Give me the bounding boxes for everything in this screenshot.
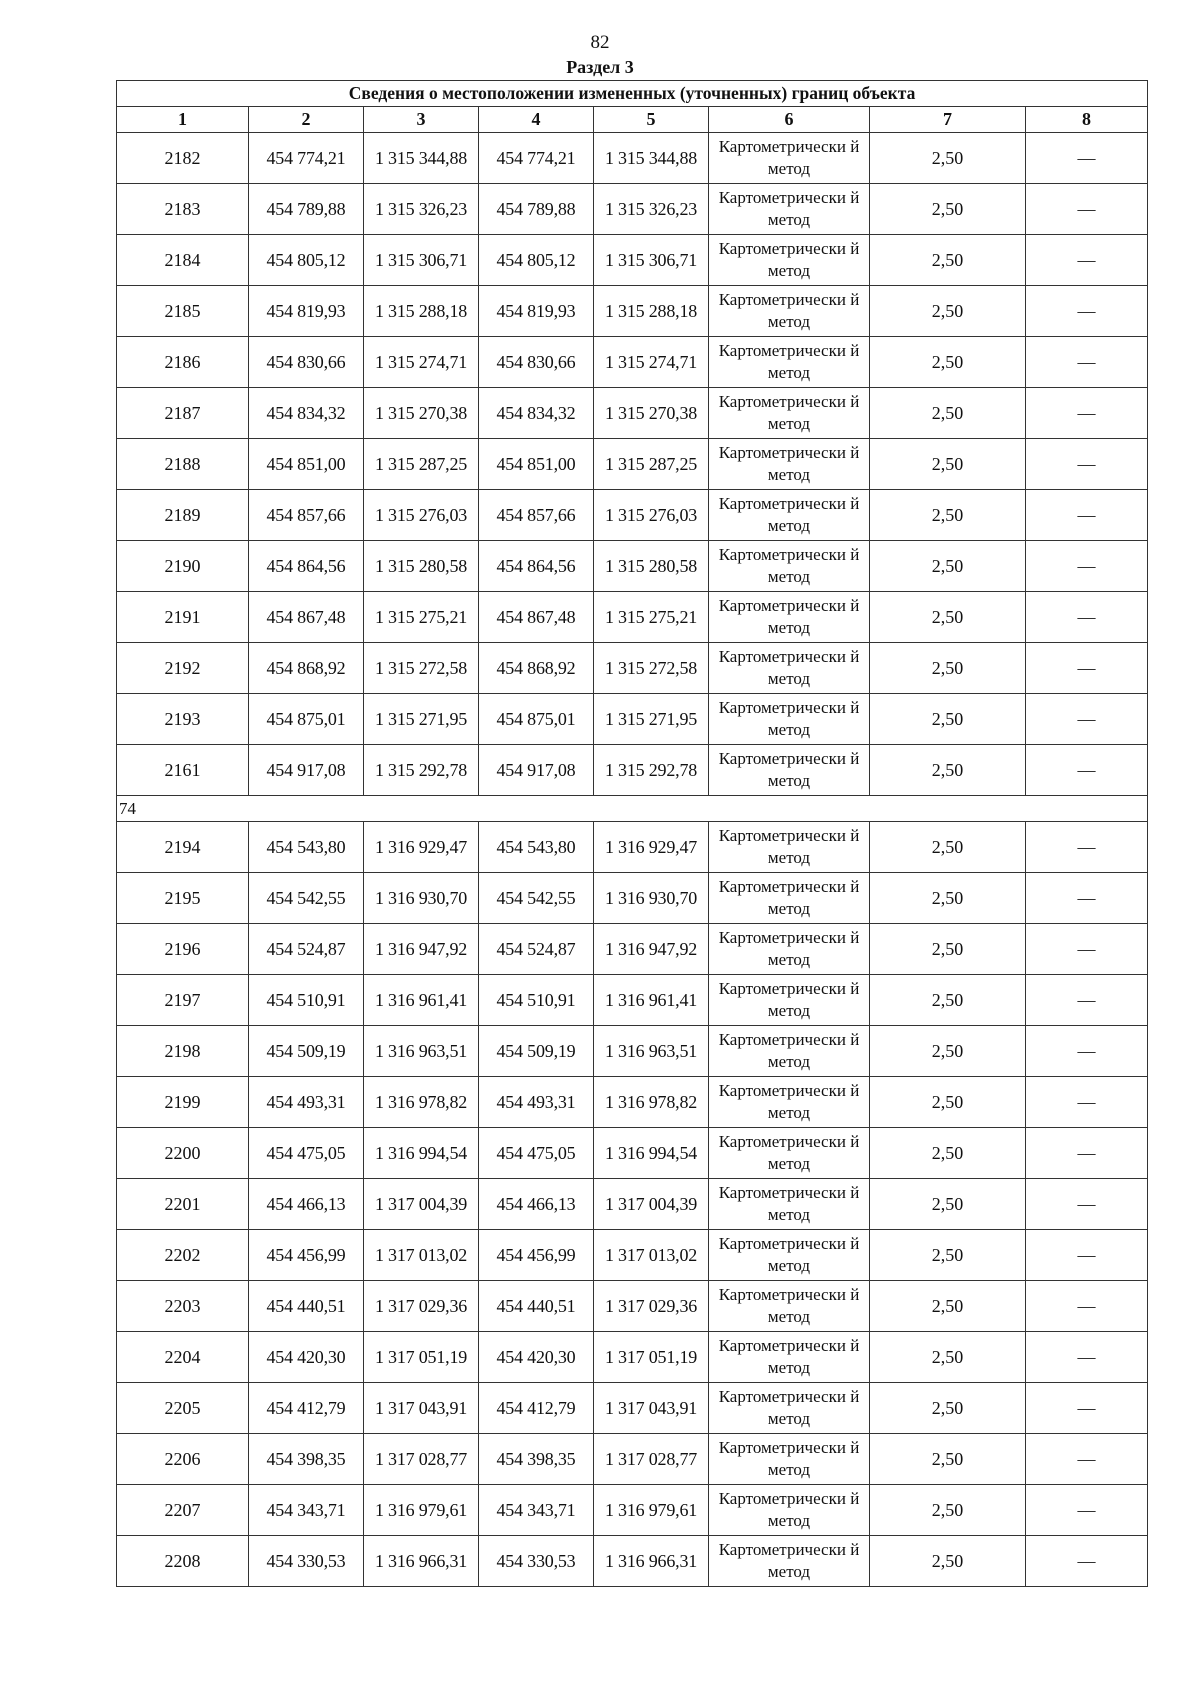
y-coordinate-cell: 1 316 961,41 (594, 975, 709, 1026)
table-row (117, 1230, 1148, 1281)
point-number-cell: 2182 (117, 133, 249, 184)
y-coordinate-cell: 1 317 028,77 (594, 1434, 709, 1485)
column-header: 3 (364, 107, 479, 133)
table-row (117, 1128, 1148, 1179)
table-row (117, 822, 1148, 873)
x-coordinate-cell: 454 805,12 (249, 235, 364, 286)
table-row (117, 1026, 1148, 1077)
method-cell: Картометрически й метод (709, 235, 870, 286)
x-coordinate-cell: 454 868,92 (249, 643, 364, 694)
method-cell: Картометрически й метод (709, 643, 870, 694)
accuracy-cell: 2,50 (870, 1536, 1026, 1587)
point-number-cell: 2202 (117, 1230, 249, 1281)
x-coordinate-cell: 454 456,99 (479, 1230, 594, 1281)
method-cell: Картометрически й метод (709, 592, 870, 643)
y-coordinate-cell: 1 316 979,61 (594, 1485, 709, 1536)
y-coordinate-cell: 1 315 274,71 (594, 337, 709, 388)
x-coordinate-cell: 454 542,55 (249, 873, 364, 924)
accuracy-cell: 2,50 (870, 388, 1026, 439)
method-cell: Картометрически й метод (709, 337, 870, 388)
table-row (117, 490, 1148, 541)
x-coordinate-cell: 454 466,13 (479, 1179, 594, 1230)
table-row (117, 1077, 1148, 1128)
column-header: 8 (1026, 107, 1148, 133)
y-coordinate-cell: 1 317 013,02 (594, 1230, 709, 1281)
y-coordinate-cell: 1 315 287,25 (594, 439, 709, 490)
point-number-cell: 2187 (117, 388, 249, 439)
y-coordinate-cell: 1 315 280,58 (364, 541, 479, 592)
note-cell: — (1026, 873, 1148, 924)
column-header: 4 (479, 107, 594, 133)
table-row (117, 235, 1148, 286)
y-coordinate-cell: 1 315 306,71 (594, 235, 709, 286)
y-coordinate-cell: 1 317 004,39 (594, 1179, 709, 1230)
y-coordinate-cell: 1 316 947,92 (364, 924, 479, 975)
accuracy-cell: 2,50 (870, 1179, 1026, 1230)
point-number-cell: 2200 (117, 1128, 249, 1179)
point-number-cell: 2199 (117, 1077, 249, 1128)
method-cell: Картометрически й метод (709, 1383, 870, 1434)
method-cell: Картометрически й метод (709, 388, 870, 439)
y-coordinate-cell: 1 315 275,21 (594, 592, 709, 643)
accuracy-cell: 2,50 (870, 822, 1026, 873)
y-coordinate-cell: 1 315 270,38 (364, 388, 479, 439)
x-coordinate-cell: 454 493,31 (249, 1077, 364, 1128)
method-cell: Картометрически й метод (709, 1128, 870, 1179)
point-number-cell: 2192 (117, 643, 249, 694)
y-coordinate-cell: 1 315 287,25 (364, 439, 479, 490)
x-coordinate-cell: 454 398,35 (479, 1434, 594, 1485)
point-number-cell: 2208 (117, 1536, 249, 1587)
x-coordinate-cell: 454 867,48 (249, 592, 364, 643)
x-coordinate-cell: 454 398,35 (249, 1434, 364, 1485)
note-cell: — (1026, 745, 1148, 796)
y-coordinate-cell: 1 315 276,03 (594, 490, 709, 541)
method-cell: Картометрически й метод (709, 1230, 870, 1281)
y-coordinate-cell: 1 317 029,36 (594, 1281, 709, 1332)
point-number-cell: 2184 (117, 235, 249, 286)
y-coordinate-cell: 1 315 288,18 (594, 286, 709, 337)
method-cell: Картометрически й метод (709, 1179, 870, 1230)
accuracy-cell: 2,50 (870, 1485, 1026, 1536)
accuracy-cell: 2,50 (870, 490, 1026, 541)
x-coordinate-cell: 454 857,66 (479, 490, 594, 541)
accuracy-cell: 2,50 (870, 1230, 1026, 1281)
note-cell: — (1026, 1434, 1148, 1485)
group-label: 74 (117, 796, 1148, 822)
method-cell: Картометрически й метод (709, 975, 870, 1026)
method-cell: Картометрически й метод (709, 1026, 870, 1077)
method-cell: Картометрически й метод (709, 745, 870, 796)
y-coordinate-cell: 1 315 326,23 (364, 184, 479, 235)
x-coordinate-cell: 454 875,01 (249, 694, 364, 745)
note-cell: — (1026, 1077, 1148, 1128)
y-coordinate-cell: 1 316 966,31 (364, 1536, 479, 1587)
point-number-cell: 2198 (117, 1026, 249, 1077)
note-cell: — (1026, 1230, 1148, 1281)
x-coordinate-cell: 454 834,32 (249, 388, 364, 439)
point-number-cell: 2194 (117, 822, 249, 873)
point-number-cell: 2188 (117, 439, 249, 490)
y-coordinate-cell: 1 316 961,41 (364, 975, 479, 1026)
x-coordinate-cell: 454 440,51 (479, 1281, 594, 1332)
x-coordinate-cell: 454 864,56 (249, 541, 364, 592)
method-cell: Картометрически й метод (709, 1281, 870, 1332)
method-cell: Картометрически й метод (709, 822, 870, 873)
x-coordinate-cell: 454 917,08 (479, 745, 594, 796)
accuracy-cell: 2,50 (870, 643, 1026, 694)
note-cell: — (1026, 286, 1148, 337)
accuracy-cell: 2,50 (870, 924, 1026, 975)
y-coordinate-cell: 1 315 274,71 (364, 337, 479, 388)
x-coordinate-cell: 454 805,12 (479, 235, 594, 286)
x-coordinate-cell: 454 819,93 (249, 286, 364, 337)
table-row (117, 643, 1148, 694)
y-coordinate-cell: 1 316 963,51 (364, 1026, 479, 1077)
note-cell: — (1026, 822, 1148, 873)
accuracy-cell: 2,50 (870, 745, 1026, 796)
column-header: 2 (249, 107, 364, 133)
y-coordinate-cell: 1 315 280,58 (594, 541, 709, 592)
y-coordinate-cell: 1 315 292,78 (364, 745, 479, 796)
point-number-cell: 2207 (117, 1485, 249, 1536)
point-number-cell: 2186 (117, 337, 249, 388)
y-coordinate-cell: 1 317 029,36 (364, 1281, 479, 1332)
table-row (117, 592, 1148, 643)
x-coordinate-cell: 454 542,55 (479, 873, 594, 924)
table-row (117, 439, 1148, 490)
note-cell: — (1026, 133, 1148, 184)
table-row (117, 924, 1148, 975)
point-number-cell: 2183 (117, 184, 249, 235)
accuracy-cell: 2,50 (870, 694, 1026, 745)
y-coordinate-cell: 1 315 306,71 (364, 235, 479, 286)
table-row (117, 388, 1148, 439)
point-number-cell: 2161 (117, 745, 249, 796)
method-cell: Картометрически й метод (709, 1077, 870, 1128)
y-coordinate-cell: 1 316 994,54 (594, 1128, 709, 1179)
note-cell: — (1026, 643, 1148, 694)
y-coordinate-cell: 1 315 275,21 (364, 592, 479, 643)
x-coordinate-cell: 454 493,31 (479, 1077, 594, 1128)
x-coordinate-cell: 454 466,13 (249, 1179, 364, 1230)
table-row (117, 1434, 1148, 1485)
note-cell: — (1026, 388, 1148, 439)
column-header: 6 (709, 107, 870, 133)
table-row (117, 694, 1148, 745)
x-coordinate-cell: 454 343,71 (479, 1485, 594, 1536)
x-coordinate-cell: 454 834,32 (479, 388, 594, 439)
note-cell: — (1026, 490, 1148, 541)
point-number-cell: 2193 (117, 694, 249, 745)
point-number-cell: 2195 (117, 873, 249, 924)
point-number-cell: 2191 (117, 592, 249, 643)
y-coordinate-cell: 1 315 272,58 (594, 643, 709, 694)
table-row (117, 184, 1148, 235)
accuracy-cell: 2,50 (870, 184, 1026, 235)
method-cell: Картометрически й метод (709, 133, 870, 184)
point-number-cell: 2189 (117, 490, 249, 541)
accuracy-cell: 2,50 (870, 1128, 1026, 1179)
x-coordinate-cell: 454 510,91 (249, 975, 364, 1026)
x-coordinate-cell: 454 524,87 (249, 924, 364, 975)
accuracy-cell: 2,50 (870, 873, 1026, 924)
table-row (117, 541, 1148, 592)
y-coordinate-cell: 1 315 271,95 (364, 694, 479, 745)
note-cell: — (1026, 1536, 1148, 1587)
x-coordinate-cell: 454 524,87 (479, 924, 594, 975)
x-coordinate-cell: 454 774,21 (249, 133, 364, 184)
accuracy-cell: 2,50 (870, 133, 1026, 184)
method-cell: Картометрически й метод (709, 286, 870, 337)
point-number-cell: 2197 (117, 975, 249, 1026)
x-coordinate-cell: 454 774,21 (479, 133, 594, 184)
accuracy-cell: 2,50 (870, 286, 1026, 337)
note-cell: — (1026, 694, 1148, 745)
column-header: 1 (117, 107, 249, 133)
x-coordinate-cell: 454 789,88 (249, 184, 364, 235)
method-cell: Картометрически й метод (709, 873, 870, 924)
y-coordinate-cell: 1 317 051,19 (364, 1332, 479, 1383)
x-coordinate-cell: 454 330,53 (249, 1536, 364, 1587)
note-cell: — (1026, 1485, 1148, 1536)
method-cell: Картометрически й метод (709, 490, 870, 541)
x-coordinate-cell: 454 456,99 (249, 1230, 364, 1281)
y-coordinate-cell: 1 316 994,54 (364, 1128, 479, 1179)
table-row (117, 286, 1148, 337)
x-coordinate-cell: 454 875,01 (479, 694, 594, 745)
note-cell: — (1026, 924, 1148, 975)
y-coordinate-cell: 1 317 028,77 (364, 1434, 479, 1485)
method-cell: Картометрически й метод (709, 439, 870, 490)
point-number-cell: 2204 (117, 1332, 249, 1383)
x-coordinate-cell: 454 830,66 (249, 337, 364, 388)
accuracy-cell: 2,50 (870, 439, 1026, 490)
table-row (117, 1179, 1148, 1230)
x-coordinate-cell: 454 868,92 (479, 643, 594, 694)
method-cell: Картометрически й метод (709, 1332, 870, 1383)
y-coordinate-cell: 1 317 004,39 (364, 1179, 479, 1230)
x-coordinate-cell: 454 830,66 (479, 337, 594, 388)
y-coordinate-cell: 1 315 271,95 (594, 694, 709, 745)
x-coordinate-cell: 454 851,00 (479, 439, 594, 490)
y-coordinate-cell: 1 315 344,88 (364, 133, 479, 184)
page-number: 82 (590, 32, 610, 53)
column-header: 7 (870, 107, 1026, 133)
accuracy-cell: 2,50 (870, 235, 1026, 286)
y-coordinate-cell: 1 316 966,31 (594, 1536, 709, 1587)
accuracy-cell: 2,50 (870, 1281, 1026, 1332)
note-cell: — (1026, 184, 1148, 235)
note-cell: — (1026, 1026, 1148, 1077)
x-coordinate-cell: 454 857,66 (249, 490, 364, 541)
column-header-row (117, 107, 1148, 133)
group-label-row (117, 796, 1148, 822)
table-row (117, 1383, 1148, 1434)
method-cell: Картометрически й метод (709, 184, 870, 235)
note-cell: — (1026, 592, 1148, 643)
y-coordinate-cell: 1 316 930,70 (364, 873, 479, 924)
x-coordinate-cell: 454 789,88 (479, 184, 594, 235)
note-cell: — (1026, 1179, 1148, 1230)
y-coordinate-cell: 1 315 326,23 (594, 184, 709, 235)
x-coordinate-cell: 454 864,56 (479, 541, 594, 592)
y-coordinate-cell: 1 316 947,92 (594, 924, 709, 975)
x-coordinate-cell: 454 510,91 (479, 975, 594, 1026)
y-coordinate-cell: 1 316 930,70 (594, 873, 709, 924)
table-row (117, 873, 1148, 924)
note-cell: — (1026, 337, 1148, 388)
method-cell: Картометрически й метод (709, 541, 870, 592)
point-number-cell: 2203 (117, 1281, 249, 1332)
accuracy-cell: 2,50 (870, 1332, 1026, 1383)
accuracy-cell: 2,50 (870, 541, 1026, 592)
accuracy-cell: 2,50 (870, 592, 1026, 643)
x-coordinate-cell: 454 543,80 (479, 822, 594, 873)
table-caption-row (117, 81, 1148, 107)
y-coordinate-cell: 1 317 013,02 (364, 1230, 479, 1281)
x-coordinate-cell: 454 509,19 (479, 1026, 594, 1077)
y-coordinate-cell: 1 316 963,51 (594, 1026, 709, 1077)
y-coordinate-cell: 1 315 292,78 (594, 745, 709, 796)
point-number-cell: 2205 (117, 1383, 249, 1434)
accuracy-cell: 2,50 (870, 1434, 1026, 1485)
point-number-cell: 2201 (117, 1179, 249, 1230)
y-coordinate-cell: 1 315 344,88 (594, 133, 709, 184)
point-number-cell: 2185 (117, 286, 249, 337)
note-cell: — (1026, 1281, 1148, 1332)
y-coordinate-cell: 1 315 270,38 (594, 388, 709, 439)
section-title: Раздел 3 (566, 57, 634, 77)
y-coordinate-cell: 1 316 929,47 (594, 822, 709, 873)
point-number-cell: 2190 (117, 541, 249, 592)
table-row (117, 337, 1148, 388)
x-coordinate-cell: 454 330,53 (479, 1536, 594, 1587)
table-row (117, 975, 1148, 1026)
y-coordinate-cell: 1 317 051,19 (594, 1332, 709, 1383)
x-coordinate-cell: 454 343,71 (249, 1485, 364, 1536)
x-coordinate-cell: 454 475,05 (249, 1128, 364, 1179)
coordinates-table (116, 80, 1148, 1587)
table-row (117, 1485, 1148, 1536)
accuracy-cell: 2,50 (870, 1077, 1026, 1128)
method-cell: Картометрически й метод (709, 924, 870, 975)
x-coordinate-cell: 454 412,79 (249, 1383, 364, 1434)
table-row (117, 745, 1148, 796)
accuracy-cell: 2,50 (870, 337, 1026, 388)
y-coordinate-cell: 1 317 043,91 (364, 1383, 479, 1434)
note-cell: — (1026, 1332, 1148, 1383)
x-coordinate-cell: 454 420,30 (479, 1332, 594, 1383)
x-coordinate-cell: 454 412,79 (479, 1383, 594, 1434)
y-coordinate-cell: 1 316 978,82 (594, 1077, 709, 1128)
table-row (117, 133, 1148, 184)
table-row (117, 1536, 1148, 1587)
y-coordinate-cell: 1 316 979,61 (364, 1485, 479, 1536)
y-coordinate-cell: 1 317 043,91 (594, 1383, 709, 1434)
method-cell: Картометрически й метод (709, 694, 870, 745)
x-coordinate-cell: 454 917,08 (249, 745, 364, 796)
note-cell: — (1026, 975, 1148, 1026)
accuracy-cell: 2,50 (870, 975, 1026, 1026)
x-coordinate-cell: 454 819,93 (479, 286, 594, 337)
note-cell: — (1026, 541, 1148, 592)
note-cell: — (1026, 235, 1148, 286)
column-header: 5 (594, 107, 709, 133)
y-coordinate-cell: 1 316 929,47 (364, 822, 479, 873)
x-coordinate-cell: 454 851,00 (249, 439, 364, 490)
x-coordinate-cell: 454 509,19 (249, 1026, 364, 1077)
x-coordinate-cell: 454 420,30 (249, 1332, 364, 1383)
table-row (117, 1281, 1148, 1332)
table-caption: Сведения о местоположении измененных (уточненных) границ объекта (117, 81, 1148, 107)
y-coordinate-cell: 1 315 276,03 (364, 490, 479, 541)
point-number-cell: 2206 (117, 1434, 249, 1485)
x-coordinate-cell: 454 543,80 (249, 822, 364, 873)
method-cell: Картометрически й метод (709, 1536, 870, 1587)
x-coordinate-cell: 454 475,05 (479, 1128, 594, 1179)
note-cell: — (1026, 1128, 1148, 1179)
note-cell: — (1026, 439, 1148, 490)
method-cell: Картометрически й метод (709, 1434, 870, 1485)
table-row (117, 1332, 1148, 1383)
y-coordinate-cell: 1 315 272,58 (364, 643, 479, 694)
x-coordinate-cell: 454 440,51 (249, 1281, 364, 1332)
y-coordinate-cell: 1 315 288,18 (364, 286, 479, 337)
point-number-cell: 2196 (117, 924, 249, 975)
accuracy-cell: 2,50 (870, 1026, 1026, 1077)
method-cell: Картометрически й метод (709, 1485, 870, 1536)
accuracy-cell: 2,50 (870, 1383, 1026, 1434)
note-cell: — (1026, 1383, 1148, 1434)
y-coordinate-cell: 1 316 978,82 (364, 1077, 479, 1128)
x-coordinate-cell: 454 867,48 (479, 592, 594, 643)
